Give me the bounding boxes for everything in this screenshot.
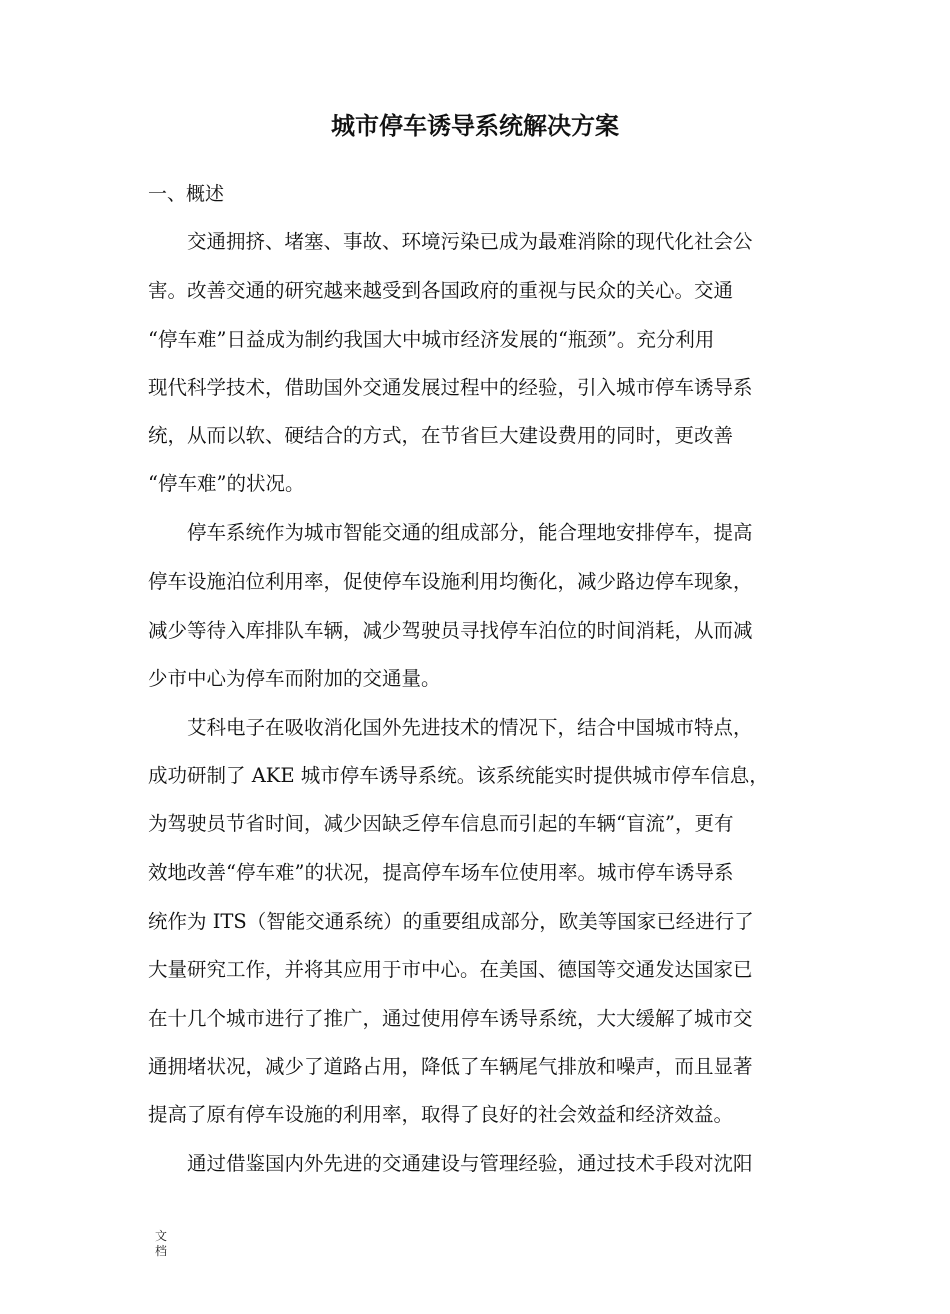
section-heading: 一、概述 <box>148 183 225 205</box>
paragraph-line: 停车系统作为城市智能交通的组成部分，能合理地安排停车，提高 <box>148 521 753 544</box>
paragraph-line: 艾科电子在吸收消化国外先进技术的情况下，结合中国城市特点， <box>148 716 753 739</box>
paragraph-line: 减少等待入库排队车辆，减少驾驶员寻找停车泊位的时间消耗，从而减 <box>148 619 753 642</box>
paragraph-line: 现代科学技术，借助国外交通发展过程中的经验，引入城市停车诱导系 <box>148 376 753 399</box>
paragraph-line: 为驾驶员节省时间，减少因缺乏停车信息而引起的车辆“盲流”，更有 <box>148 812 734 835</box>
footer-label-char: 档 <box>155 1244 168 1258</box>
paragraph-line: 成功研制了 AKE 城市停车诱导系统。该系统能实时提供城市停车信息， <box>148 764 769 787</box>
paragraph-line: 统，从而以软、硬结合的方式，在节省巨大建设费用的同时，更改善 <box>148 424 734 447</box>
paragraph-line: 停车设施泊位利用率，促使停车设施利用均衡化，减少路边停车现象， <box>148 570 753 593</box>
paragraph-line: 统作为 ITS（智能交通系统）的重要组成部分，欧美等国家已经进行了 <box>148 910 754 933</box>
paragraph-line: 少市中心为停车而附加的交通量。 <box>148 667 441 690</box>
paragraph-line: 通过借鉴国内外先进的交通建设与管理经验，通过技术手段对沈阳 <box>148 1152 753 1175</box>
paragraph-line: 提高了原有停车设施的利用率，取得了良好的社会效益和经济效益。 <box>148 1103 734 1126</box>
paragraph-line: 大量研究工作，并将其应用于市中心。在美国、德国等交通发达国家已 <box>148 958 753 981</box>
paragraph-line: 害。改善交通的研究越来越受到各国政府的重视与民众的关心。交通 <box>148 279 734 302</box>
paragraph-line: 效地改善“停车难”的状况，提高停车场车位使用率。城市停车诱导系 <box>148 861 734 884</box>
paragraph-line: “停车难”日益成为制约我国大中城市经济发展的“瓶颈”。充分利用 <box>148 328 715 351</box>
paragraph-line: 在十几个城市进行了推广，通过使用停车诱导系统，大大缓解了城市交 <box>148 1007 753 1030</box>
document-title: 城市停车诱导系统解决方案 <box>331 112 619 140</box>
paragraph-line: 通拥堵状况，减少了道路占用，降低了车辆尾气排放和噪声，而且显著 <box>148 1055 753 1078</box>
paragraph-line: 交通拥挤、堵塞、事故、环境污染已成为最难消除的现代化社会公 <box>148 230 753 253</box>
paragraph-line: “停车难”的状况。 <box>148 472 305 495</box>
footer-label-char: 文 <box>155 1229 168 1243</box>
